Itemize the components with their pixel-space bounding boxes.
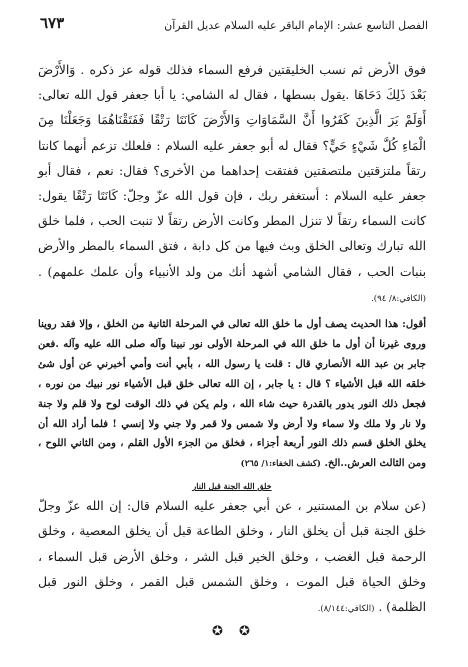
main-text: فوق الأرض ثم نسب الخليقتين فرفع السماء فذلك قوله عز ذكره . وَالأَرْضَ بَعْدَ ذَلِكَ دَحَاهَا .يقول بسطها ، فقال له الشامي: يا أبا جعفر قول الله تعالى: أَوَلَمْ يَرَ الَّذِينَ كَفَرُوا أَنَّ السَّمَاوَاتِ وَالأَرْضَ كَانَتَا رَتْقًا فَفَتَقْنَاهُمَا وَجَعَلْنَا مِنَ الْمَاءِ كُلَّ شَيْءٍ حَيٍّ؟ فقال له أبو جعفر عليه السلام : فلعلك تزعم أنهما كانتا رتقاً ملتزقتين ملتصقتين ففتقت إحداهما من الأخرى؟ فقال: نعم ، فقال أبو جعفر عليه السلام : أستغفر ربك ، فإن قول الله عزّ وجلّ: كَانَتَا رَتْقًا يقول: كانت السماء رتقاً لا تنزل المطر وكانت الأرض رتقاً لا تنبت الحب ، فلما خلق الله تبارك وتعالى الخلق وبث فيها من كل دابة ، فتق السماء بالمطر والأرض بنبات الحب ، فقال الشامي أشهد أنك من ولد الأنبياء وأن علمك علمهم) . xyxy=(38,63,426,279)
bottom-source: (الكافي:٨/١٤٤). xyxy=(317,604,375,615)
main-text-block xyxy=(38,58,426,312)
page-number: ٦٧٣ xyxy=(40,14,65,32)
bottom-paragraph xyxy=(38,494,426,622)
note-text-block xyxy=(38,315,426,475)
main-paragraph xyxy=(38,58,426,312)
main-source: (الكافي:٨/ ٩٤). xyxy=(371,293,426,304)
note-paragraph xyxy=(38,315,426,475)
page-header xyxy=(40,8,428,32)
running-title: الفصل التاسع عشر: الإمام الباقر عليه السلام عديل القرآن xyxy=(164,19,428,32)
note-source: (كشف الخفاء:١/ ٢٦٥) xyxy=(240,459,321,470)
bottom-text-block xyxy=(38,494,426,622)
end-ornament: ✪ ✪ xyxy=(212,624,256,639)
bottom-text: (عن سلام بن المستنير ، عن أبي جعفر عليه السلام قال: إن الله عزّ وجلّ خلق الجنة قبل أن يخلق النار ، وخلق الطاعة قبل أن يخلق المعصية ، وخلق الرحمة قبل الغضب ، وخلق الخير قبل الشر ، وخلق الأرض قبل السماء ، وخلق الحياة قبل الموت ، وخلق الشمس قبل القمر ، وخلق النور قبل الظلمة) . xyxy=(38,499,426,615)
section-subheading: خلق الله الجنة قبل النار xyxy=(192,481,272,492)
note-text: أقول: هذا الحديث يصف أول ما خلق الله تعالى في المرحلة الثانية من الخلق ، وإلا فقد روينا وروى غيرنا أن أول ما خلق الله في المرحلة الأولى نور نبينا وآله صلى الله عليه وآله .فعن جابر بن عبد الله الأنصاري قال : قلت يا رسول الله ، بأبي أنت وأمي أخبرني عن أول شئ خلقه الله قبل الأشياء ؟ قال : يا جابر ، إن الله تعالى خلق قبل الأشياء نور نبيك من نوره ، فجعل ذلك النور يدور بالقدرة حيث شاء الله ، ولم يكن في ذلك الوقت لوح ولا قلم ولا جنة ولا نار ولا ملك ولا سماء ولا أرض ولا شمس ولا قمر ولا جني ولا إنسي ! فلما أراد الله أن يخلق الخلق قسم ذلك النور أربعة أجزاء ، فخلق من الجزء الأول القلم ، ومن الثاني اللوح ، ومن الثالث العرش..الخ. xyxy=(38,319,426,470)
page-body xyxy=(38,58,426,622)
